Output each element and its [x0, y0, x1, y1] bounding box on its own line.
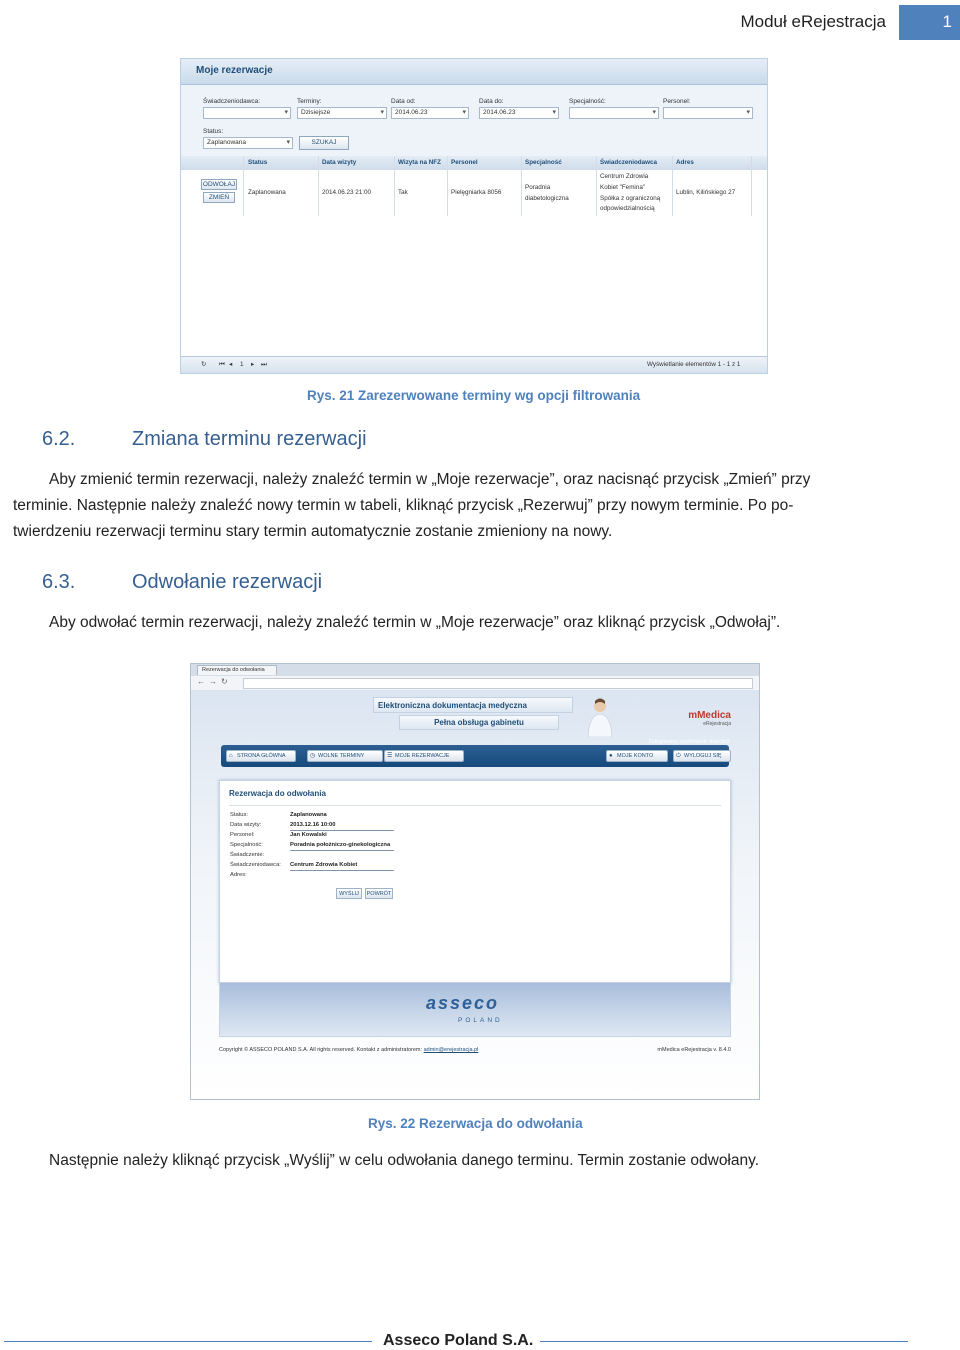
filter-label-staff: Personel: — [663, 98, 691, 105]
asseco-logo: asseco — [426, 993, 500, 1013]
power-icon: ⏻ — [676, 753, 681, 759]
divider — [229, 805, 721, 806]
page-number-input[interactable]: 1 — [240, 361, 244, 368]
cell-staff: Pielęgniarka 8056 — [451, 189, 502, 196]
figure-1-caption: Rys. 21 Zarezerwowane terminy wg opcji filtrowania — [307, 388, 641, 403]
table-header — [181, 156, 767, 171]
cell-specialty-2: diabetologiczna — [525, 195, 569, 202]
field-underline — [290, 850, 394, 851]
column-header[interactable]: Status — [248, 159, 268, 166]
mmedica-logo-text: mMedica — [688, 710, 731, 721]
field-value: Centrum Zdrowia Kobiet — [290, 862, 358, 868]
date-to-input[interactable]: 2014.06.23 ▾ — [479, 107, 559, 119]
home-icon: ⌂ — [229, 753, 233, 759]
cell-provider-4: odpowiedzialnością — [600, 205, 655, 212]
footer-rule-left — [4, 1341, 372, 1342]
column-divider — [751, 156, 752, 216]
banner-line-1: Elektroniczna dokumentacja medyczna — [373, 697, 573, 713]
first-page-icon[interactable]: ⏮ — [219, 361, 225, 368]
nav-my-bookings-button[interactable] — [384, 750, 464, 762]
nav-logout-label: WYLOGUJ SIĘ — [684, 753, 722, 759]
filter-label-specialty: Specjalność: — [569, 98, 606, 105]
section-6-2-title: Zmiana terminu rezerwacji — [132, 428, 367, 450]
search-button[interactable]: SZUKAJ — [299, 136, 349, 150]
cell-status: Zaplanowana — [248, 189, 286, 196]
field-label: Świadczenie: — [230, 852, 265, 858]
field-label: Specjalność: — [230, 842, 263, 848]
next-page-icon[interactable]: ▸ — [251, 361, 255, 368]
field-label: Status: — [230, 812, 249, 818]
nav-free-terms-button[interactable] — [307, 750, 383, 762]
asseco-logo-sub: POLAND — [458, 1017, 503, 1024]
nav-my-bookings-label: MOJE REZERWACJE — [395, 753, 450, 759]
doctor-illustration — [585, 697, 615, 737]
nav-bar — [221, 745, 729, 767]
section-6-2-line-3: twierdzeniu rezerwacji terminu stary termin automatycznie zostanie zmieniony na nowy. — [13, 523, 613, 540]
field-label: Data wizyty: — [230, 822, 262, 828]
column-divider — [672, 156, 673, 216]
filter-label-provider: Świadczeniodawca: — [203, 98, 261, 105]
field-value: Jan Kowalski — [290, 832, 327, 838]
banner-line-2: Pełna obsługa gabinetu — [399, 715, 559, 730]
document-header-title: Moduł eRejestracja — [740, 12, 886, 31]
nav-free-terms-label: WOLNE TERMINY — [318, 753, 365, 759]
change-button[interactable]: ZMIEŃ — [203, 192, 235, 203]
provider-select[interactable] — [203, 107, 291, 119]
figure-2-caption: Rys. 22 Rezerwacja do odwołania — [368, 1116, 583, 1131]
terms-select[interactable]: Dzisiejsze ▾ — [297, 107, 387, 119]
field-value: Zaplanowana — [290, 812, 327, 818]
page-number: 1 — [899, 5, 960, 40]
filter-label-status: Status: — [203, 128, 224, 135]
section-6-3-title: Odwołanie rezerwacji — [132, 571, 323, 593]
back-icon[interactable]: ← — [197, 677, 205, 686]
figure-2-screenshot — [190, 663, 760, 1100]
cell-provider-1: Centrum Zdrowia — [600, 173, 649, 180]
column-divider — [447, 156, 448, 216]
field-label: Adres: — [230, 872, 247, 878]
last-page-icon[interactable]: ⏭ — [261, 361, 267, 368]
field-underline — [290, 870, 394, 871]
field-value: 2013.12.16 10:00 — [290, 822, 336, 828]
nav-account-label: MOJE KONTO — [617, 753, 654, 759]
nav-logout-button[interactable] — [673, 750, 731, 762]
reload-icon[interactable]: ↻ — [221, 677, 228, 686]
column-divider — [521, 156, 522, 216]
mmedica-logo — [688, 710, 731, 727]
cell-address: Lublin, Kilińskiego 27 — [676, 189, 736, 196]
date-from-input[interactable]: 2014.06.23 ▾ — [391, 107, 469, 119]
section-6-3-number: 6.3. — [42, 571, 76, 593]
banner — [373, 695, 613, 735]
cell-provider-3: Spółka z ograniczoną — [600, 195, 661, 202]
cell-provider-2: Kobiet "Femina" — [600, 184, 646, 191]
cancel-panel — [219, 780, 731, 984]
column-header[interactable]: Świadczeniodawca — [600, 159, 658, 166]
cell-nfz: Tak — [398, 189, 408, 196]
web-footer — [219, 1047, 731, 1053]
nav-account-button[interactable] — [606, 750, 668, 762]
browser-tabstrip — [191, 664, 759, 676]
nav-home-button[interactable] — [226, 750, 296, 762]
section-6-2-number: 6.2. — [42, 428, 76, 450]
table-row — [181, 170, 767, 216]
filter-label-date-to: Data do: — [479, 98, 504, 105]
version-text: mMedica eRejestracja v. 8.4.0 — [657, 1047, 731, 1053]
column-header[interactable]: Adres — [676, 159, 694, 166]
footer-rule-right — [540, 1341, 908, 1342]
clock-icon: ◷ — [310, 753, 316, 759]
filter-label-terms: Terminy: — [297, 98, 322, 105]
figure-1-screenshot — [180, 58, 768, 374]
browser-toolbar — [191, 676, 759, 691]
column-divider — [596, 156, 597, 216]
cell-specialty-1: Poradnia — [525, 184, 551, 191]
send-button[interactable]: WYŚLIJ — [336, 888, 362, 899]
address-bar[interactable] — [243, 678, 753, 689]
section-6-3-line-1: Aby odwołać termin rezerwacji, należy znaleźć termin w „Moje rezerwacje” oraz kliknąć przycisk „Odwołaj”. — [49, 614, 781, 631]
browser-tab[interactable]: Rezerwacja do odwołania — [197, 665, 277, 675]
cell-date: 2014.06.23 21:00 — [322, 189, 372, 196]
cancel-button[interactable]: ODWOŁAJ — [202, 181, 236, 188]
panel-title: Moje rezerwacje — [181, 59, 767, 85]
section-6-2-line-1: Aby zmienić termin rezerwacji, należy znaleźć termin w „Moje rezerwacje”, oraz nacisnąć przycisk „Zmień” przy — [49, 471, 811, 488]
field-label: Personel: — [230, 832, 255, 838]
copyright-text: Copyright © ASSECO POLAND S.A. All rights reserved. Kontakt z administratorem: — [219, 1047, 423, 1053]
back-button[interactable]: POWRÓT — [365, 888, 393, 899]
nav-home-label: STRONA GŁÓWNA — [237, 753, 286, 759]
column-header[interactable]: Data wizyty — [322, 159, 357, 166]
footer-company: Asseco Poland S.A. — [383, 1332, 534, 1349]
web-page — [191, 690, 759, 1099]
pager-bar — [181, 356, 767, 373]
column-header[interactable]: Specjalność — [525, 159, 562, 166]
staff-select[interactable] — [663, 107, 753, 119]
status-select[interactable]: Zaplanowana ▾ — [203, 137, 293, 149]
logged-in-user: Zalogowany użytkownik: marcin3 — [648, 739, 729, 745]
forward-icon[interactable]: → — [209, 677, 217, 686]
field-value: Poradnia położniczo-ginekologiczna — [290, 842, 391, 848]
column-header[interactable]: Personel — [451, 159, 478, 166]
refresh-icon[interactable]: ↻ — [201, 361, 207, 368]
field-label: Świadczeniodawca: — [230, 862, 281, 868]
asseco-banner — [219, 982, 731, 1037]
field-underline — [290, 830, 394, 831]
prev-page-icon[interactable]: ◂ — [229, 361, 233, 368]
column-divider — [318, 156, 319, 216]
column-divider — [394, 156, 395, 216]
section-6-2-line-2: terminie. Następnie należy znaleźć nowy termin w tabeli, kliknąć przycisk „Rezerwuj” przy nowym terminie. Po po- — [13, 497, 794, 514]
panel-title: Rezerwacja do odwołania — [229, 789, 326, 798]
filter-label-date-from: Data od: — [391, 98, 416, 105]
pager-summary: Wyświetlanie elementów 1 - 1 z 1 — [647, 361, 741, 368]
specialty-select[interactable] — [569, 107, 659, 119]
mmedica-logo-sub: eRejestracja — [703, 721, 731, 727]
user-icon: ● — [609, 753, 613, 759]
column-divider — [243, 156, 244, 216]
list-icon: ☰ — [387, 753, 393, 759]
closing-paragraph: Następnie należy kliknąć przycisk „Wyślij” w celu odwołania danego terminu. Termin zostanie odwołany. — [49, 1152, 760, 1169]
admin-email-link[interactable]: admin@erejestracja.pl — [423, 1047, 479, 1053]
column-header[interactable]: Wizyta na NFZ — [398, 159, 441, 166]
